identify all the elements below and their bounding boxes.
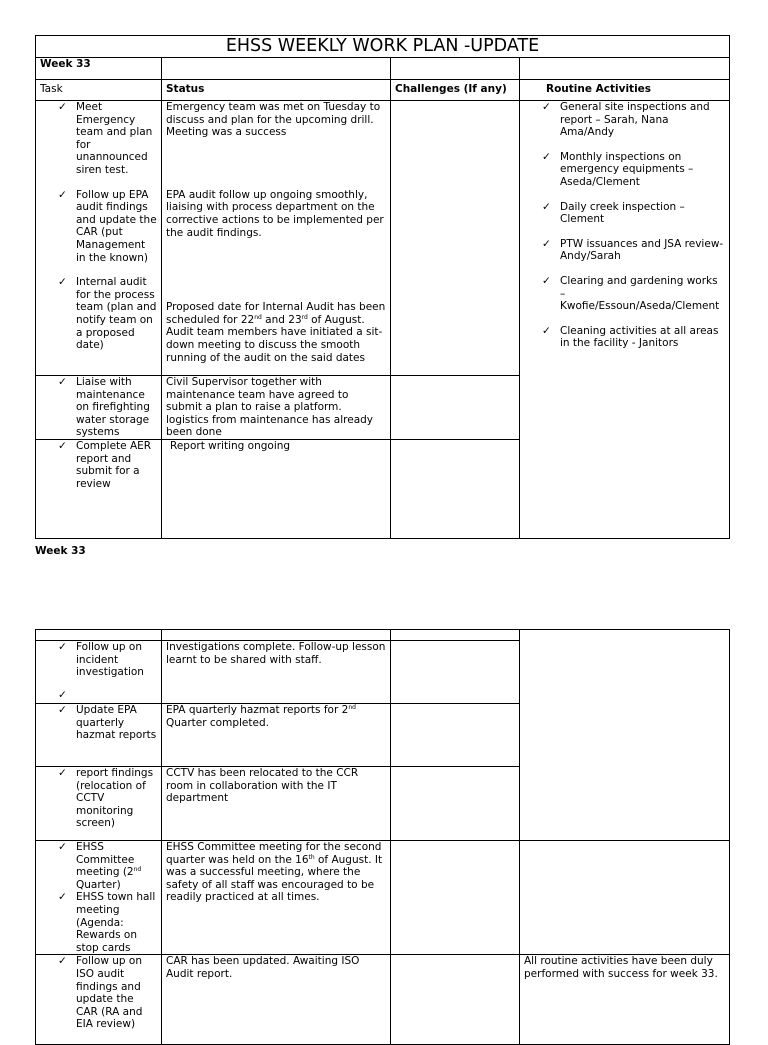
week-label: Week 33 (36, 58, 162, 80)
task-item: ✓ report findings (relocation of CCTV monitoring screen) (58, 767, 154, 830)
task-item: ✓ Follow up on ISO audit findings and update the CAR (RA and EIA review) (58, 955, 143, 1031)
challenges-cell (391, 767, 520, 841)
routine-cell (520, 630, 730, 841)
task-item: ✓ EHSS Committee meeting (2nd Quarter) (58, 841, 142, 891)
routine-cell (520, 841, 730, 955)
status-cell (162, 101, 391, 376)
task-item: ✓ Follow up on incident investigation (58, 641, 144, 679)
task-item: ✓ Internal audit for the process team (plan and notify team on a proposed date) (58, 276, 157, 352)
check-icon: ✓ (58, 841, 67, 853)
check-icon: ✓ (58, 376, 67, 388)
check-icon: ✓ (58, 688, 67, 701)
task-item: ✓ Follow up EPA audit findings and update the CAR (put Management in the known) (58, 188, 157, 264)
status-text: Emergency team was met on Tuesday to discuss and plan for the upcoming drill. Meeting was a success (166, 101, 381, 139)
status-text: EPA audit follow up ongoing smoothly, liaising with process department on the corrective actions to be implemented per the audit findings. (166, 188, 384, 239)
check-icon: ✓ (58, 955, 67, 968)
header-task: Task (36, 80, 162, 101)
header-status: Status (162, 80, 391, 101)
header-routine: Routine Activities (520, 80, 730, 101)
work-plan-table-2 (35, 629, 730, 1045)
task-item: ✓ Liaise with maintenance on firefighting water storage systems (58, 376, 150, 439)
task-cell (36, 841, 162, 955)
routine-item: ✓ Monthly inspections on emergency equipments – Aseda/Clement (542, 150, 694, 188)
status-cell: CCTV has been relocated to the CCR room in collaboration with the IT department (162, 767, 391, 841)
check-icon: ✓ (58, 101, 67, 113)
task-cell (36, 439, 162, 538)
work-plan-table (35, 35, 730, 539)
check-icon: ✓ (58, 188, 67, 201)
check-icon: ✓ (58, 641, 67, 653)
challenges-cell (391, 841, 520, 955)
check-icon: ✓ (542, 324, 551, 337)
check-icon: ✓ (58, 767, 67, 779)
routine-item: ✓ General site inspections and report – Sarah, Nana Ama/Andy (542, 101, 710, 139)
status-cell: EPA quarterly hazmat reports for 2nd Quarter completed. (162, 704, 391, 767)
task-cell (36, 376, 162, 440)
status-text: Proposed date for Internal Audit has been scheduled for 22nd and 23rd of August. Audit team members have initiated a sit-down meeting to discuss the smooth running of the audit on the said dates (166, 301, 386, 364)
task-item: ✓ Meet Emergency team and plan for unannounced siren test. (58, 101, 153, 176)
task-cell (36, 955, 162, 1045)
header-challenges: Challenges (If any) (391, 80, 520, 101)
task-item: ✓ Complete AER report and submit for a review (58, 439, 152, 490)
status-cell: Report writing ongoing (162, 439, 391, 538)
routine-cell: All routine activities have been duly performed with success for week 33. (520, 955, 730, 1045)
status-cell: EHSS Committee meeting for the second quarter was held on the 16th of August. It was a successful meeting, where the safety of all staff was encouraged to be readily practiced at all times. (162, 841, 391, 955)
routine-item: ✓ Daily creek inspection – Clement (542, 200, 685, 226)
routine-item: ✓ PTW issuances and JSA review- Andy/Sarah (542, 237, 724, 263)
status-cell: Civil Supervisor together with maintenance team have agreed to submit a plan to raise a platform. logistics from maintenance has already been done (162, 376, 391, 440)
task-item: ✓ Update EPA quarterly hazmat reports (58, 704, 157, 742)
task-cell (36, 101, 162, 376)
routine-item: ✓ Cleaning activities at all areas in the facility - Janitors (542, 324, 719, 350)
check-icon: ✓ (58, 891, 67, 904)
document-title: EHSS WEEKLY WORK PLAN -UPDATE (36, 36, 730, 58)
task-cell (36, 704, 162, 767)
task-cell (36, 767, 162, 841)
challenges-cell (391, 955, 520, 1045)
challenges-cell (391, 439, 520, 538)
routine-cell (520, 101, 730, 539)
check-icon: ✓ (542, 101, 551, 113)
check-icon: ✓ (542, 200, 551, 213)
challenges-cell (391, 641, 520, 704)
task-cell (36, 641, 162, 704)
check-icon: ✓ (58, 439, 67, 452)
challenges-cell (391, 376, 520, 440)
task-item: ✓ EHSS town hall meeting (Agenda: Rewards on stop cards (58, 891, 156, 954)
status-cell: CAR has been updated. Awaiting ISO Audit report. (162, 955, 391, 1045)
check-icon: ✓ (58, 704, 67, 716)
check-icon: ✓ (542, 274, 551, 287)
check-icon: ✓ (542, 237, 551, 250)
routine-item: ✓ Clearing and gardening works – Kwofie/Essoun/Aseda/Clement (542, 274, 720, 313)
challenges-cell (391, 101, 520, 376)
status-cell: Investigations complete. Follow-up lesson learnt to be shared with staff. (162, 641, 391, 704)
week-label-2: Week 33 (35, 545, 86, 557)
challenges-cell (391, 704, 520, 767)
check-icon: ✓ (542, 150, 551, 163)
check-icon: ✓ (58, 276, 67, 289)
